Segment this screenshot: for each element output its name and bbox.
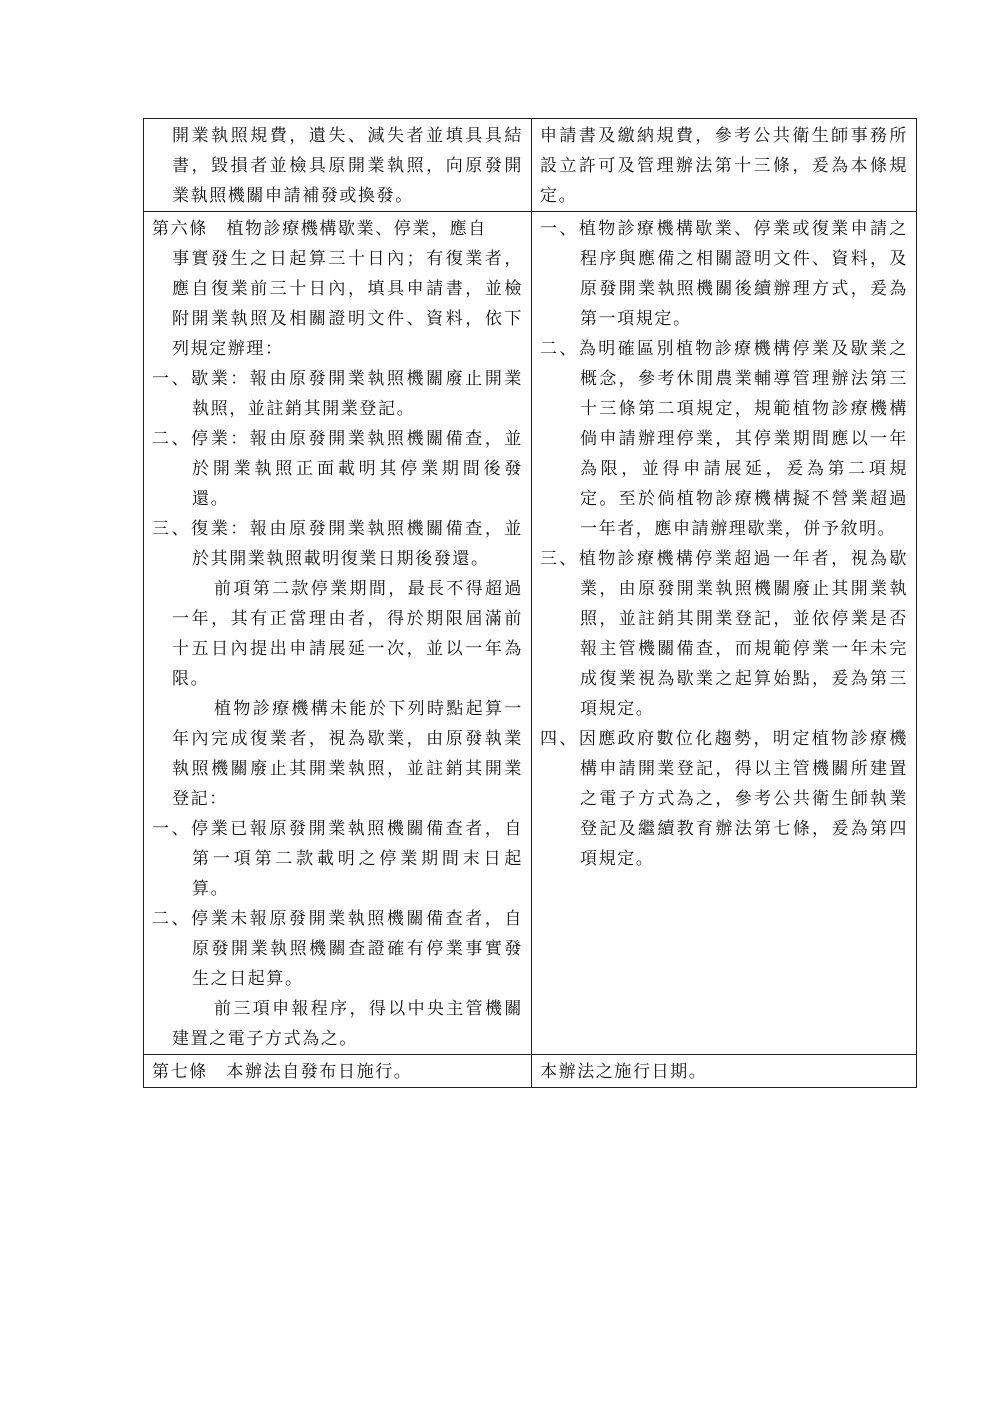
article-text-cell: [144, 1055, 532, 1088]
article-7: 第七條 本辦法自發布日施行。: [152, 1062, 413, 1082]
explanation-item: 三、植物診療機構停業超過一年者，視為歇業，由原發開業執照機關廢止其開業執照，並註銷其開業登記，並依停業是否報主管機關備查，而規範停業一年未完成復業視為歇業之起算始點，爰為第三項規定。: [540, 549, 908, 719]
explanation-item: 二、為明確區別植物診療機構停業及歇業之概念，參考休閒農業輔導管理辦法第三十三條第二項規定，規範植物診療機構倘申請辦理停業，其停業期間應以一年為限，並得申請展延，爰為第二項規定。至於倘植物診療機構擬不營業超過一年者，應申請辦理歇業，併予敘明。: [540, 339, 908, 539]
article-6-item: 一、歇業：報由原發開業執照機關廢止開業執照，並註銷其開業登記。: [152, 369, 523, 419]
document-page: [143, 118, 908, 1088]
table-row: [144, 1055, 917, 1088]
explanation-5-continued: 申請書及繳納規費，參考公共衛生師事務所設立許可及管理辦法第十三條，爰為本條規定。: [540, 126, 908, 206]
article-6-heading: 第六條 植物診療機構歇業、停業，應自: [152, 219, 487, 239]
article-5-continued: 開業執照規費，遺失、減失者並填具具結書，毀損者並檢具原開業執照，向原發開業執照機關申請補發或換發。: [172, 126, 523, 206]
article-6-item: 三、復業：報由原發開業執照機關備查，並於其開業執照載明復業日期後發還。: [152, 519, 523, 569]
explanation-item: 四、因應政府數位化趨勢，明定植物診療機構申請開業登記，得以主管機關所建置之電子方式為之，參考公共衛生師執業登記及繼續教育辦法第七條，爰為第四項規定。: [540, 729, 908, 869]
comparison-table: [143, 118, 917, 1088]
article-text-cell: [144, 212, 532, 1055]
article-6-item: 二、停業：報由原發開業執照機關備查，並於開業執照正面載明其停業期間後發還。: [152, 429, 523, 509]
article-6-paragraph-3: 植物診療機構未能於下列時點起算一年內完成復業者，視為歇業，由原發執業執照機關廢止其開業執照，並註銷其開業登記：: [172, 699, 523, 809]
article-6-item: 一、停業已報原發開業執照機關備查者，自第一項第二款載明之停業期間末日起算。: [152, 819, 523, 899]
article-6-paragraph-4: 前三項申報程序，得以中央主管機關建置之電子方式為之。: [172, 999, 523, 1049]
explanation-cell: [532, 1055, 917, 1088]
explanation-7: 本辦法之施行日期。: [540, 1062, 708, 1082]
article-6-paragraph-2: 前項第二款停業期間，最長不得超過一年，其有正當理由者，得於期限屆滿前十五日內提出申請展延一次，並以一年為限。: [172, 579, 523, 689]
explanation-cell: [532, 212, 917, 1055]
article-6-intro: 事實發生之日起算三十日內；有復業者，應自復業前三十日內，填具申請書，並檢附開業執照及相關證明文件、資料，依下列規定辦理：: [172, 249, 523, 359]
article-6-item: 二、停業未報原發開業執照機關備查者，自原發開業執照機關查證確有停業事實發生之日起算。: [152, 909, 523, 989]
explanation-item: 一、植物診療機構歇業、停業或復業申請之程序與應備之相關證明文件、資料，及原發開業執照機關後續辦理方式，爰為第一項規定。: [540, 219, 908, 329]
explanation-cell: [532, 119, 917, 212]
table-row: [144, 212, 917, 1055]
article-text-cell: [144, 119, 532, 212]
table-row: [144, 119, 917, 212]
